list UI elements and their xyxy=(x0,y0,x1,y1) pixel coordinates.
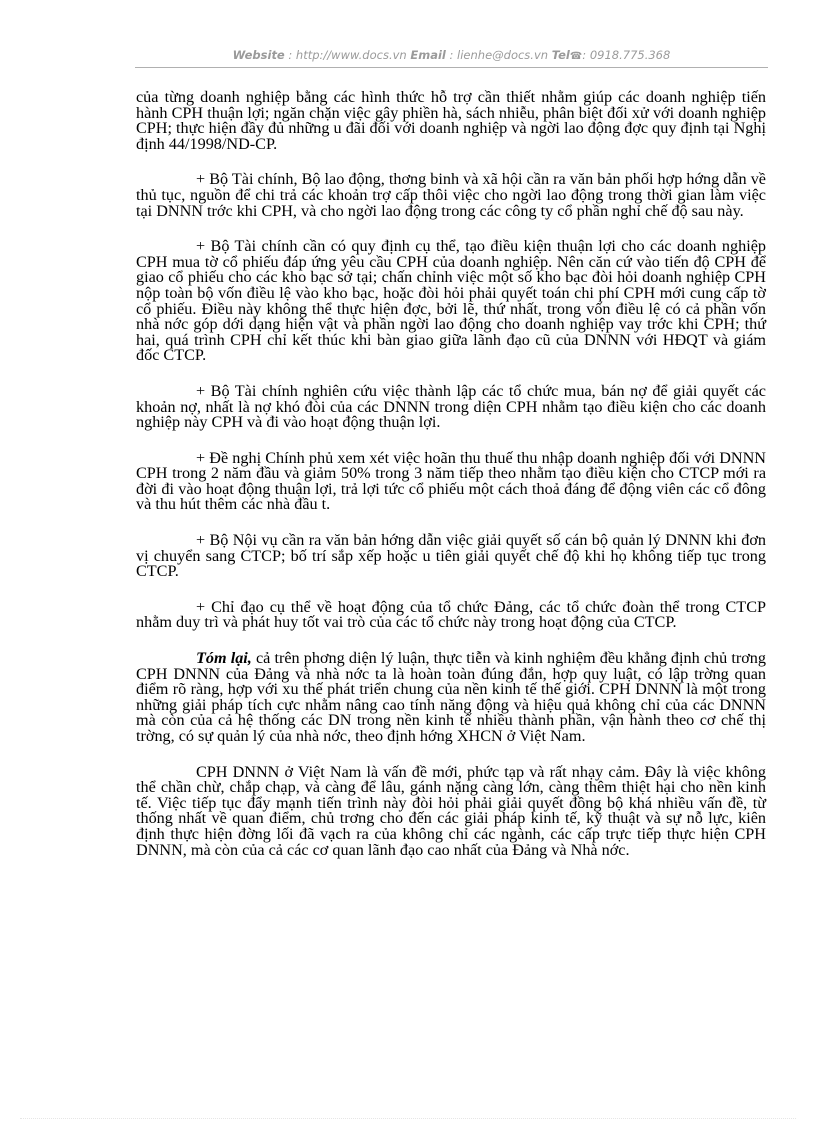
tel-value: : 0918.775.368 xyxy=(582,48,671,62)
paragraph-6: + Bộ Nội vụ cần ra văn bản hớng dẫn việc giải quyết số cán bộ quản lý DNNN khi đơn vị chuyển sang CTCP; bố trí sắp xếp hoặc u tiên giải quyết chế độ khi họ không tiếp tục trong CTCP. xyxy=(136,531,766,581)
paragraph-7: + Chỉ đạo cụ thể về hoạt động của tổ chức Đảng, các tổ chức đoàn thể trong CTCP nhằm duy trì và phát huy tốt vai trò của các tổ chức này trong hoạt động của CTCP. xyxy=(136,597,766,632)
summary-text: cả trên phơng diện lý luận, thực tiễn và kinh nghiệm đều khẳng định chủ trơng CPH DNNN của Đảng và nhà nớc ta là hoàn toàn đúng đắn, hợp quy luật, có lập trờng quan điểm rõ ràng, hợp với xu thế phát triển chung của nền kinh tế thế giới. CPH DNNN là một trong những giải pháp tích cực nhằm nâng cao tính năng động và hiệu quả không chỉ của các DNNN mà còn của cả hệ thống các DN trong nền kinh tế nhiều thành phần, vận hành theo cơ chế thị trờng, có sự quản lý của nhà nớc, theo định hớng XHCN ở Việt Nam. xyxy=(136,649,766,745)
tel-label: Tel xyxy=(551,48,570,62)
email-label: Email xyxy=(410,48,446,62)
website-link[interactable]: : http://www.docs.vn xyxy=(288,48,407,62)
paragraph-9: CPH DNNN ở Việt Nam là vấn đề mới, phức tạp và rất nhạy cảm. Đây là việc không thể chần chừ, chắp chạp, và càng để lâu, gánh nặng càng lớn, càng thêm thiệt hại cho nền kinh tế. Việc tiếp tục đẩy mạnh tiến trình này đòi hỏi phải giải quyết đồng bộ khá nhiều vấn đề, từ thống nhất về quan điểm, chủ trơng cho đến các giải pháp kinh tế, kỹ thuật và sự nỗ lực, kiên định thực hiện đờng lối đã vạch ra của không chỉ các ngành, các cấp trực tiếp thực hiện CPH DNNN, mà còn của cả các cơ quan lãnh đạo cao nhất của Đảng và Nhà nớc. xyxy=(136,762,766,859)
page-bottom-divider xyxy=(20,1118,796,1119)
paragraph-8 xyxy=(136,651,766,745)
header-divider xyxy=(135,67,768,68)
paragraph-5: + Đề nghị Chính phủ xem xét việc hoãn thu thuế thu nhập doanh nghiệp đối với DNNN CPH trong 2 năm đầu và giảm 50% trong 3 năm tiếp theo nhằm tạo điều kiện cho CTCP mới ra đời đi vào hoạt động thuận lợi, trả lợi tức cổ phiếu một cách thoả đáng để động viên các cổ đông và thu hút thêm các nhà đầu t. xyxy=(136,448,766,514)
summary-lead: Tóm lại, xyxy=(196,649,252,668)
page-header xyxy=(135,48,768,62)
document-body xyxy=(136,90,766,858)
phone-icon: ☎ xyxy=(569,51,583,62)
website-label: Website xyxy=(232,48,285,62)
paragraph-1: của từng doanh nghiệp bằng các hình thức hỗ trợ cần thiết nhằm giúp các doanh nghiệp tiến hành CPH thuận lợi; ngăn chặn việc gây phiền hà, sách nhiễu, phân biệt đối xử với doanh nghiệp CPH; thực hiện đầy đủ những u đãi đối với doanh nghiệp và ngời lao động đợc quy định tại Nghị định 44/1998/ND-CP. xyxy=(136,88,766,153)
paragraph-3: + Bộ Tài chính cần có quy định cụ thể, tạo điều kiện thuận lợi cho các doanh nghiệp CPH mua tờ cổ phiếu đáp ứng yêu cầu CPH của doanh nghiệp. Nên căn cứ vào tiến độ CPH để giao cổ phiếu cho các kho bạc sở tại; chấn chỉnh việc một số kho bạc đòi hỏi doanh nghiệp CPH nộp toàn bộ vốn điều lệ vào kho bạc, hoặc đòi hỏi phải quyết toán chi phí CPH mới cung cấp tờ cổ phiếu. Điều này không thể thực hiện đợc, bởi lẽ, thứ nhất, trong vốn điều lệ có cả phần vốn nhà nớc góp dới dạng hiện vật và phần ngời lao động cho doanh nghiệp vay trớc khi CPH; thứ hai, quá trình CPH chỉ kết thúc khi bàn giao giữa lãnh đạo cũ của DNNN với HĐQT và giám đốc CTCP. xyxy=(136,237,766,365)
paragraph-4: + Bộ Tài chính nghiên cứu việc thành lập các tổ chức mua, bán nợ để giải quyết các khoản nợ, nhất là nợ khó đòi của các DNNN trong diện CPH nhằm tạo điều kiện cho các doanh nghiệp này CPH và đi vào hoạt động thuận lợi. xyxy=(136,381,766,432)
email-link[interactable]: : lienhe@docs.vn xyxy=(449,48,549,62)
paragraph-2: + Bộ Tài chính, Bộ lao động, thơng binh và xã hội cần ra văn bản phối hợp hớng dẫn về thủ tục, nguồn để chi trả các khoản trợ cấp thôi việc cho ngời lao động trong thời gian làm việc tại DNNN trớc khi CPH, và cho ngời lao động trong các công ty cổ phần nghỉ chế độ sau này. xyxy=(136,170,766,220)
